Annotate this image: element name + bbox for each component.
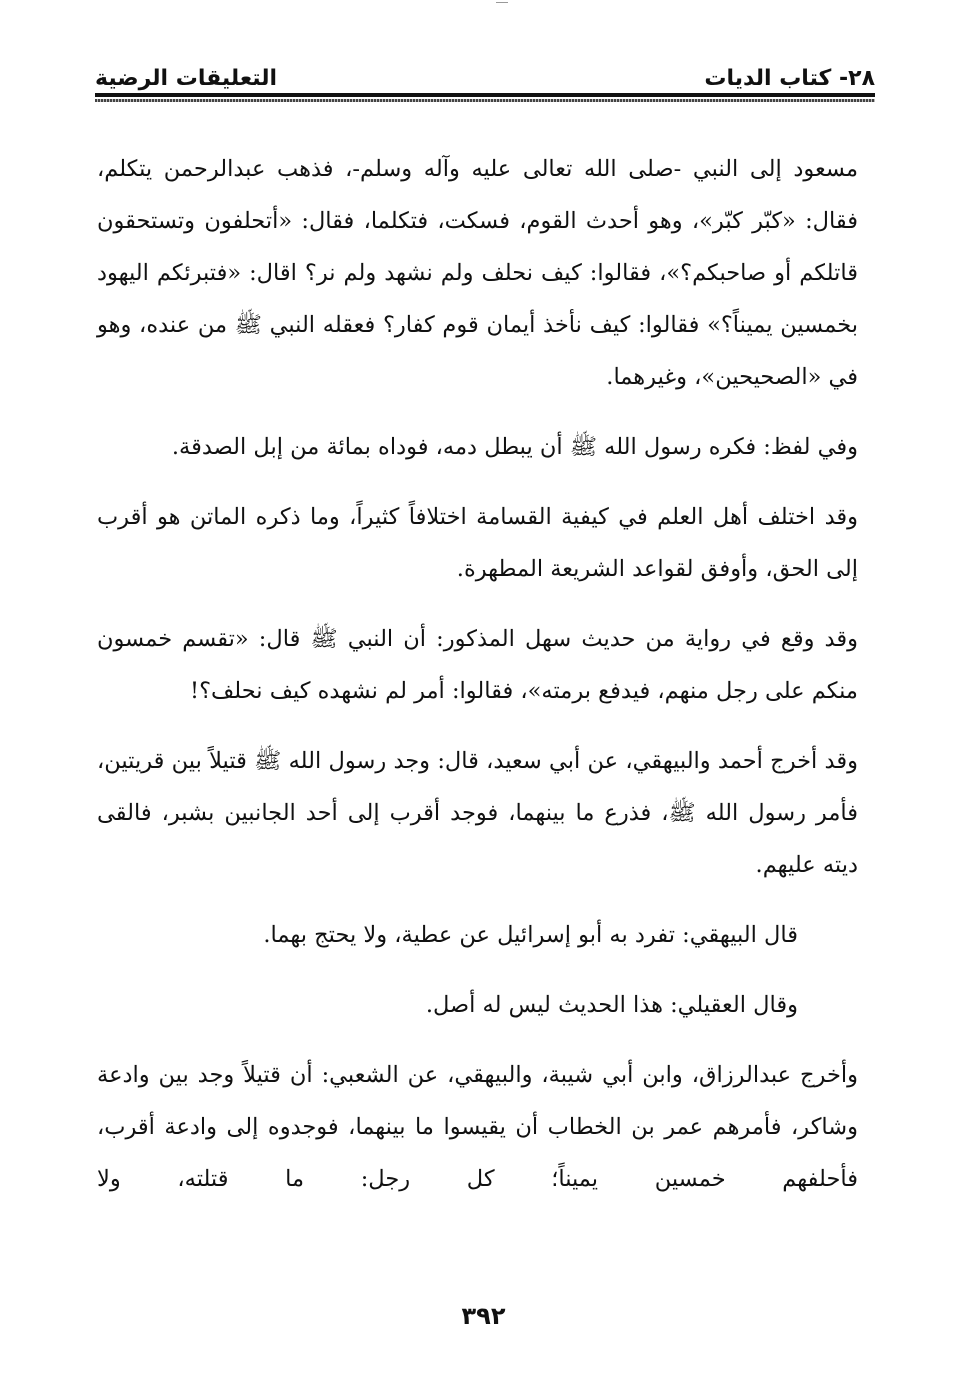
- body-text: [97, 143, 858, 1205]
- paragraph-sahl-narration: وقد وقع في رواية من حديث سهل المذكور: أن النبي ﷺ قال: «تقسم خمسون منكم على رجل منهم، فيدفع برمته»، فقالوا: أمر لم نشهده كيف نحلف؟!: [97, 626, 858, 704]
- header-rule: [95, 93, 875, 97]
- paragraph-other-wording: وفي لفظ: فكره رسول الله ﷺ أن يبطل دمه، فوداه بمائة من إبل الصدقة.: [171, 434, 858, 460]
- paragraph-hadith-continuation: مسعود إلى النبي -صلى الله تعالى عليه وآله وسلم-، فذهب عبدالرحمن يتكلم، فقال: «كبّر كبّر»، وهو أحدث القوم، فسكت، فتكلما، فقال: «أتحلفون وتستحقون قاتلكم أو صاحبكم؟»، فقالوا: كيف نحلف ولم نشهد ولم نر؟ اقال: «فتبرئكم اليهود بخمسين يميناً؟» فقالوا: كيف نأخذ أيمان قوم كفار؟ فعقله النبي ﷺ من عنده، وهو في «الصحيحين»، وغيرهما.: [97, 156, 858, 390]
- scan-mark: [496, 2, 508, 3]
- paragraph-scholars-disagreement: وقد اختلف أهل العلم في كيفية القسامة اختلافاً كثيراً، وما ذكره الماتن هو أقرب إلى الحق، وأوفق لقواعد الشريعة المطهرة.: [97, 504, 858, 582]
- book-title: التعليقات الرضية: [95, 66, 278, 91]
- header-rule-secondary: [95, 99, 875, 102]
- page-number: ٣٩٢: [461, 1302, 506, 1330]
- chapter-title: ٢٨- كتاب الديات: [704, 66, 875, 91]
- paragraph-uqayli-comment: وقال العقيلي: هذا الحديث ليس له أصل.: [425, 992, 798, 1018]
- paragraph-abu-said-narration: وقد أخرج أحمد والبيهقي، عن أبي سعيد، قال: وجد رسول الله ﷺ قتيلاً بين قريتين، فأمر رسول الله ﷺ، فذرع ما بينهما، فوجد أقرب إلى أحد الجانبين بشبر، فالقى ديته عليهم.: [97, 748, 858, 878]
- paragraph-shabi-narration: وأخرج عبدالرزاق، وابن أبي شيبة، والبيهقي، عن الشعبي: أن قتيلاً وجد بين وادعة وشاكر، فأمرهم عمر بن الخطاب أن يقيسوا ما بينهما، فوجدوه إلى وادعة أقرب، فأحلفهم خمسين يميناً؛ كل رجل: ما قتلته، ولا: [97, 1062, 858, 1192]
- running-header: [95, 58, 875, 94]
- paragraph-bayhaqi-comment: قال البيهقي: تفرد به أبو إسرائيل عن عطية، ولا يحتج بهما.: [263, 922, 798, 948]
